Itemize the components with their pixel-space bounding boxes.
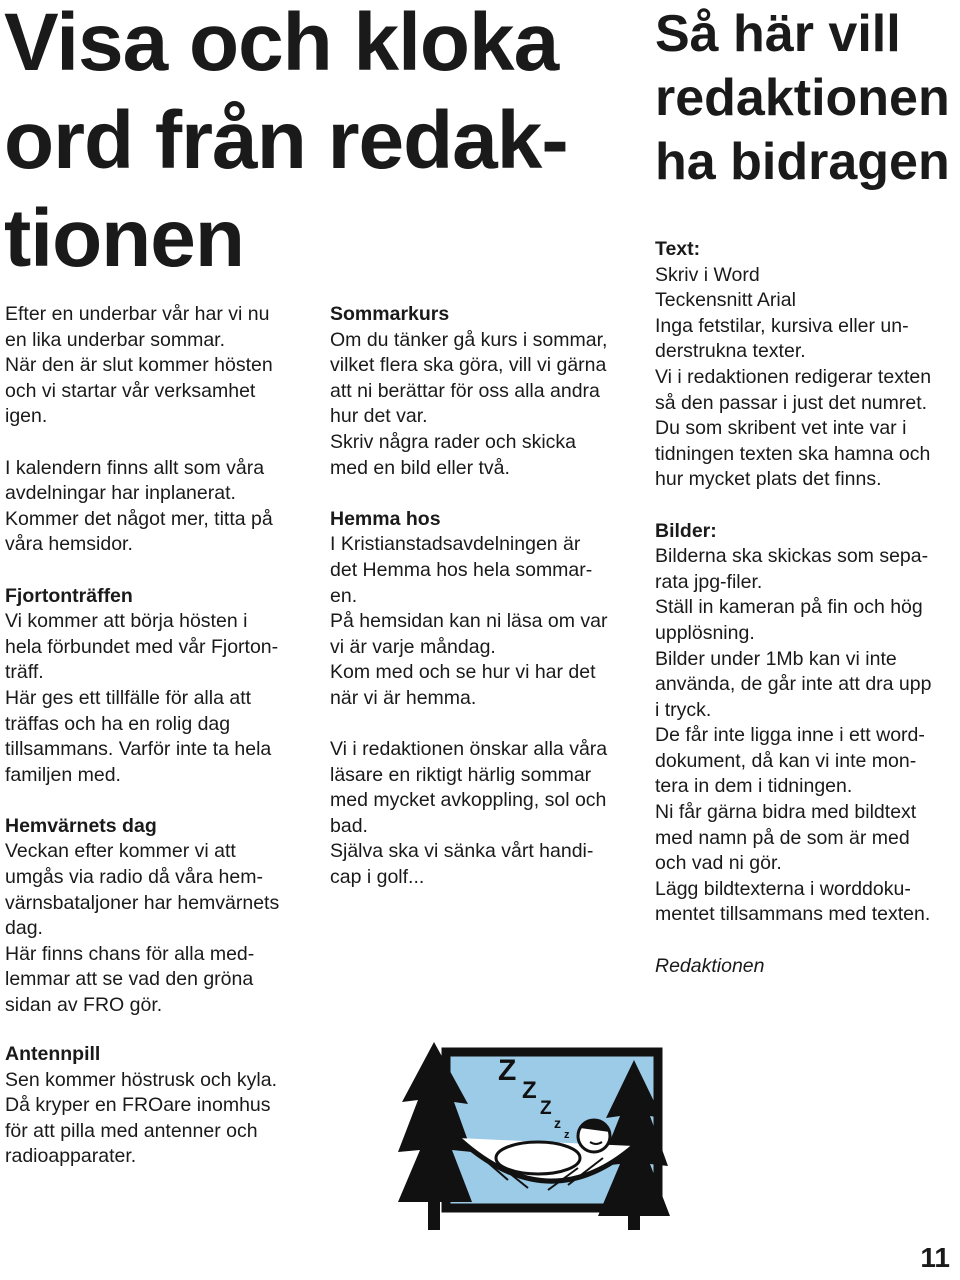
snore-letter: Z: [540, 1098, 552, 1119]
page-title: [4, 0, 644, 288]
section-heading: Antennpill: [5, 1043, 101, 1065]
text-line: Ni får gärna bidra med bildtext: [655, 801, 917, 824]
intro-paragraph: [5, 302, 315, 430]
text-line: lemmar att se vad den gröna: [5, 968, 254, 991]
fjortontraffen-section: [5, 584, 315, 789]
text-line: värnsbataljoner har hemvärnets: [5, 891, 280, 914]
text-line: en.: [330, 584, 358, 607]
text-line: träff.: [5, 661, 44, 684]
text-line: Efter en underbar vår har vi nu: [5, 303, 270, 325]
text-line: Då kryper en FROare inomhus: [5, 1094, 271, 1117]
guidelines-title-line: redaktionen: [655, 69, 950, 127]
text-line: avdelningar har inplanerat.: [5, 482, 236, 505]
text-line: I kalendern finns allt som våra: [5, 456, 265, 479]
summer-wish-paragraph: [330, 737, 635, 891]
hemma-hos-section: [330, 507, 635, 712]
text-line: Vi kommer att börja hösten i: [5, 610, 248, 633]
text-line: sidan av FRO gör.: [5, 994, 163, 1017]
text-line: Lägg bildtexterna i worddoku-: [655, 877, 911, 900]
text-line: med en bild eller två.: [330, 456, 510, 479]
text-line: så den passar i just det numret.: [655, 391, 928, 414]
text-line: hur det var.: [330, 405, 428, 428]
text-line: Vi i redaktionen önskar alla våra: [330, 738, 608, 761]
section-heading: Text:: [655, 238, 701, 260]
calendar-paragraph: [5, 456, 315, 558]
signature: Redaktionen: [655, 954, 765, 977]
page-title-line: ord från redak-: [4, 95, 568, 186]
page-number: 11: [920, 1242, 950, 1273]
snore-letter: Z: [498, 1054, 517, 1087]
snore-letter: z: [554, 1115, 561, 1131]
section-heading: Sommarkurs: [330, 303, 450, 325]
text-line: cap i golf...: [330, 866, 425, 889]
antennpill-section: [5, 1042, 315, 1170]
text-line: Bilderna ska skickas som sepa-: [655, 545, 929, 568]
hemvarnets-dag-section: [5, 814, 315, 1019]
text-line: tidningen texten ska hamna och: [655, 442, 931, 465]
text-line: dag.: [5, 917, 43, 940]
text-line: umgås via radio då våra hem-: [5, 866, 263, 889]
guidelines-title-line: ha bidragen: [655, 133, 950, 191]
snore-letter: Z: [522, 1077, 537, 1104]
column-middle: [330, 302, 635, 891]
text-line: med namn på de som är med: [655, 826, 910, 849]
text-line: hela förbundet med vår Fjorton-: [5, 635, 279, 658]
text-line: Ställ in kameran på fin och hög: [655, 596, 923, 619]
hammock-illustration: [398, 1040, 670, 1230]
text-line: att ni berättar för oss alla andra: [330, 379, 600, 402]
text-line: Vi i redaktionen redigerar texten: [655, 365, 932, 388]
text-line: våra hemsidor.: [5, 533, 133, 556]
text-line: träffas och ha en rolig dag: [5, 712, 231, 735]
text-line: rata jpg-filer.: [655, 570, 763, 593]
text-line: bad.: [330, 814, 368, 837]
text-line: vilket flera ska göra, vill vi gärna: [330, 354, 607, 377]
text-line: det Hemma hos hela sommar-: [330, 558, 593, 581]
text-line: vi är varje måndag.: [330, 635, 496, 658]
text-line: mentet tillsammans med texten.: [655, 903, 931, 926]
text-line: med mycket avkoppling, sol och: [330, 789, 607, 812]
text-line: Kommer det något mer, titta på: [5, 507, 273, 530]
text-line: tillsammans. Varför inte ta hela: [5, 738, 272, 761]
text-line: Inga fetstilar, kursiva eller un-: [655, 314, 909, 337]
text-line: upplösning.: [655, 621, 755, 644]
text-line: använda, de går inte att dra upp: [655, 673, 932, 696]
snore-letter: z: [564, 1129, 570, 1141]
section-heading: Hemma hos: [330, 507, 441, 530]
text-line: en lika underbar sommar.: [5, 328, 226, 351]
text-line: Du som skribent vet inte var i: [655, 417, 907, 440]
text-line: derstrukna texter.: [655, 340, 806, 363]
text-line: läsare en riktigt härlig sommar: [330, 763, 592, 786]
image-guidelines-section: [655, 519, 960, 929]
section-heading: Bilder:: [655, 519, 717, 542]
text-line: Sen kommer höstrusk och kyla.: [5, 1068, 278, 1091]
text-line: dokument, då kan vi inte mon-: [655, 749, 917, 772]
sommarkurs-section: [330, 302, 635, 481]
text-line: Skriv några rader och skicka: [330, 430, 577, 453]
text-line: När den är slut kommer hösten: [5, 354, 273, 377]
text-line: tera in dem i tidningen.: [655, 775, 853, 798]
text-line: för att pilla med antenner och: [5, 1119, 258, 1142]
page-title-line: Visa och kloka: [4, 0, 559, 88]
section-heading: Hemvärnets dag: [5, 814, 157, 837]
text-line: Om du tänker gå kurs i sommar,: [330, 328, 608, 351]
text-line: Skriv i Word: [655, 263, 760, 286]
column-right: [655, 237, 960, 979]
text-line: De får inte ligga inne i ett word-: [655, 724, 925, 747]
text-line: Här ges ett tillfälle för alla att: [5, 686, 252, 709]
text-line: hur mycket plats det finns.: [655, 468, 882, 491]
text-line: och vad ni gör.: [655, 852, 782, 875]
section-heading: Fjortonträffen: [5, 584, 133, 607]
text-line: igen.: [5, 405, 48, 428]
text-line: Bilder under 1Mb kan vi inte: [655, 647, 897, 670]
page-title-line: tionen: [4, 193, 244, 284]
column-left: [5, 302, 315, 1019]
text-line: Kom med och se hur vi har det: [330, 661, 596, 684]
text-line: familjen med.: [5, 763, 121, 786]
text-line: i tryck.: [655, 698, 712, 721]
text-line: I Kristianstadsavdelningen är: [330, 533, 581, 556]
text-line: Själva ska vi sänka vårt handi-: [330, 840, 594, 863]
guidelines-title: [655, 2, 960, 194]
text-line: radioapparater.: [5, 1145, 137, 1168]
text-line: Teckensnitt Arial: [655, 289, 796, 312]
text-guidelines-section: [655, 237, 960, 493]
guidelines-title-line: Så här vill: [655, 5, 901, 63]
text-line: På hemsidan kan ni läsa om var: [330, 610, 608, 633]
text-line: Veckan efter kommer vi att: [5, 840, 236, 863]
text-line: och vi startar vår verksamhet: [5, 379, 256, 402]
text-line: när vi är hemma.: [330, 686, 477, 709]
text-line: Här finns chans för alla med-: [5, 942, 255, 965]
